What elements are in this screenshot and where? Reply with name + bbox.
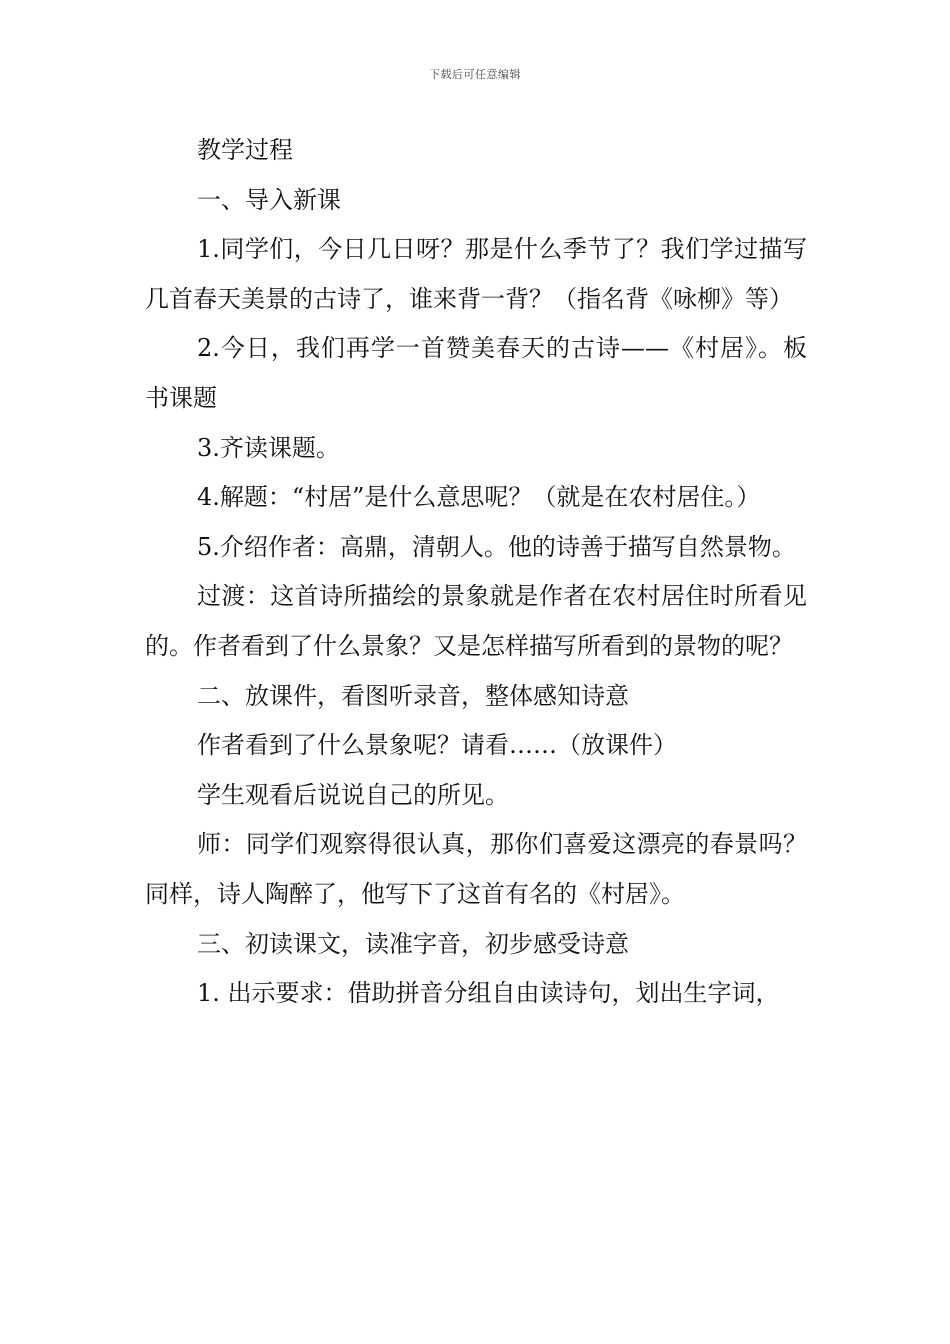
paragraph-step-2: 2.今日，我们再学一首赞美春天的古诗——《村居》。板书课题 [145,334,807,412]
paragraph-student-activity: 学生观看后说说自己的所见。 [197,780,509,809]
paragraph-requirement-1: 1. 出示要求：借助拼音分组自由读诗句，划出生字词， [197,979,780,1008]
paragraph-step-1: 1.同学们，今日几日呀？那是什么季节了？我们学过描写几首春天美景的古诗了，谁来背一背？（指名背《咏柳》等） [145,235,807,313]
paragraph-step-3: 3.齐读课题。 [197,433,340,462]
section-heading-first-reading: 三、初读课文，读准字音，初步感受诗意 [197,929,629,958]
paragraph-teacher-remark: 师：同学们观察得很认真，那你们喜爱这漂亮的春景吗？同样，诗人陶醉了，他写下了这首有名的《村居》。 [145,830,807,908]
document-body [145,126,807,1019]
section-title-teaching-process: 教学过程 [197,136,293,164]
paragraph-step-4: 4.解题：“村居”是什么意思呢？（就是在农村居住。） [197,483,761,512]
paragraph-transition: 过渡：这首诗所描绘的景象就是作者在农村居住时所看见的。作者看到了什么景象？又是怎样描写所看到的景物的呢？ [145,582,807,660]
section-heading-introduction: 一、导入新课 [197,185,341,214]
paragraph-question: 作者看到了什么景象呢？请看……（放课件） [197,731,677,760]
paragraph-step-5: 5.介绍作者：高鼎，清朝人。他的诗善于描写自然景物。 [197,532,796,561]
page-header-note: 下载后可任意编辑 [429,68,521,81]
section-heading-courseware: 二、放课件，看图听录音，整体感知诗意 [197,681,629,710]
